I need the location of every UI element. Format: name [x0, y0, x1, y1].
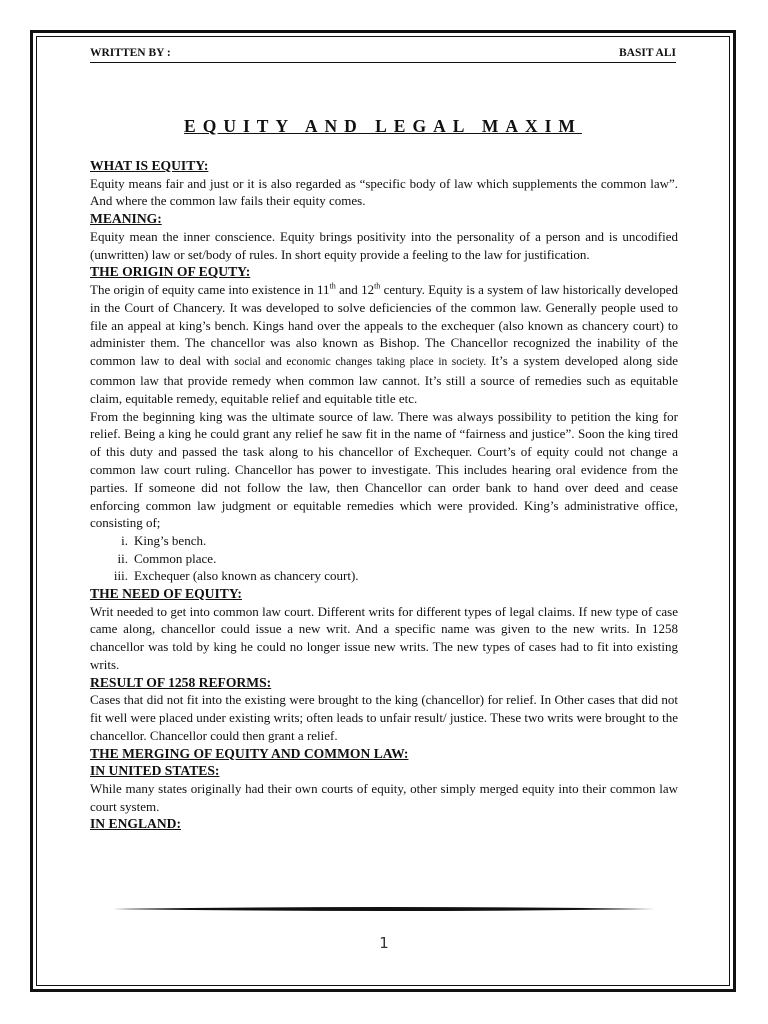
origin-text-b: and 12: [335, 281, 375, 297]
paragraph-need-of-equity: Writ needed to get into common law court. Different writs for different types of legal claims. If new type of case came along, chancellor could issue a new writ. And a specific name was given to the new writs. In 1258 chancellor was told by king he could no longer issue new writs. The new types of cases had to fit into existing writs.: [90, 603, 678, 672]
paragraph-united-states: While many states originally had their own courts of equity, other simply merged equity into their common law court system.: [90, 780, 678, 814]
header-author-name: BASIT ALI: [618, 47, 676, 59]
origin-text-small: social and economic changes taking place in society.: [234, 356, 487, 369]
paragraph-origin-2: From the beginning king was the ultimate source of law. There was always possibility to petition the king for relief. Being a king he could grant any relief he saw fit in the name of “fairness and justice”. Soon the king tired of this duty and passed the task along to his chancellor of Exchequer. Court’s of equity could not change a common law court ruling. Chancellor has power to investigate. This includes hearing oral evidence from the parties. If someone did not follow the law, then Chancellor can order bank to hand over deed and cease enforcing common law judgment or equitable remedies which were provided. King’s administrative office, consisting of;: [90, 408, 678, 531]
paragraph-what-is-equity: Equity means fair and just or it is also regarded as “specific body of law which supplements the common law”. And where the common law fails their equity comes.: [90, 175, 678, 209]
list-item-text: King’s bench.: [134, 533, 207, 549]
origin-text-c: century. Equity is a system of law historically developed in the Court of Chancery. It was developed to solve deficiencies of the common law. Generally people used to file an appeal at king’s bench. Kings hand over the appeals to the exchequer (also known as chancery court) to administer them. The chancellor was also known as Bishop. The Chancellor recognized the inability of the common law to deal with: [90, 281, 678, 369]
list-item: [90, 550, 678, 568]
footer-divider: [113, 906, 655, 912]
heading-origin: THE ORIGIN OF EQUTY:: [90, 264, 251, 280]
origin-text-d: It’s a system developed along side common law that provide remedy when common law cannot. It’s still a source of remedies such as equitable claim, equitable remedy, equitable relief and equitable title etc.: [90, 353, 678, 406]
paragraph-origin-1: [90, 281, 678, 408]
administrative-office-list: [90, 532, 678, 585]
list-item-number: iii.: [113, 568, 128, 584]
document-title: EQUITY AND LEGAL MAXIM: [184, 116, 582, 136]
page-number: 1: [379, 934, 389, 952]
heading-meaning: MEANING:: [90, 211, 162, 227]
list-item: [90, 532, 678, 550]
page-header: [90, 46, 676, 63]
origin-sup-1: th: [329, 281, 336, 291]
heading-merging: THE MERGING OF EQUITY AND COMMON LAW:: [90, 745, 409, 761]
paragraph-meaning: Equity mean the inner conscience. Equity brings positivity into the personality of a person and is uncodified (unwritten) law or set/body of rules. In short equity provide a feeling to the law for justification.: [90, 228, 678, 262]
list-item-number: i.: [121, 533, 128, 549]
paragraph-result-1258: Cases that did not fit into the existing were brought to the king (chancellor) for relief. In Other cases that did not fit well were placed under existing writs; often leads to unfair result/ justice. These two writs were brought to the chancellor. Chancellor could then grant a relief.: [90, 692, 678, 743]
heading-what-is-equity: WHAT IS EQUITY:: [90, 158, 209, 173]
list-item-text: Exchequer (also known as chancery court).: [134, 568, 359, 584]
list-item-number: ii.: [117, 550, 128, 566]
heading-england: IN ENGLAND:: [90, 816, 182, 832]
origin-sup-2: th: [374, 281, 381, 291]
document-body: [90, 157, 678, 833]
origin-text-a: The origin of equity came into existence in 11: [90, 281, 330, 297]
heading-united-states: IN UNITED STATES:: [90, 763, 220, 779]
heading-need-of-equity: THE NEED OF EQUITY:: [90, 585, 242, 601]
header-author-label: WRITTEN BY :: [90, 47, 171, 59]
list-item-text: Common place.: [134, 550, 217, 566]
heading-result-1258: RESULT OF 1258 REFORMS:: [90, 674, 272, 690]
list-item: [90, 567, 678, 585]
